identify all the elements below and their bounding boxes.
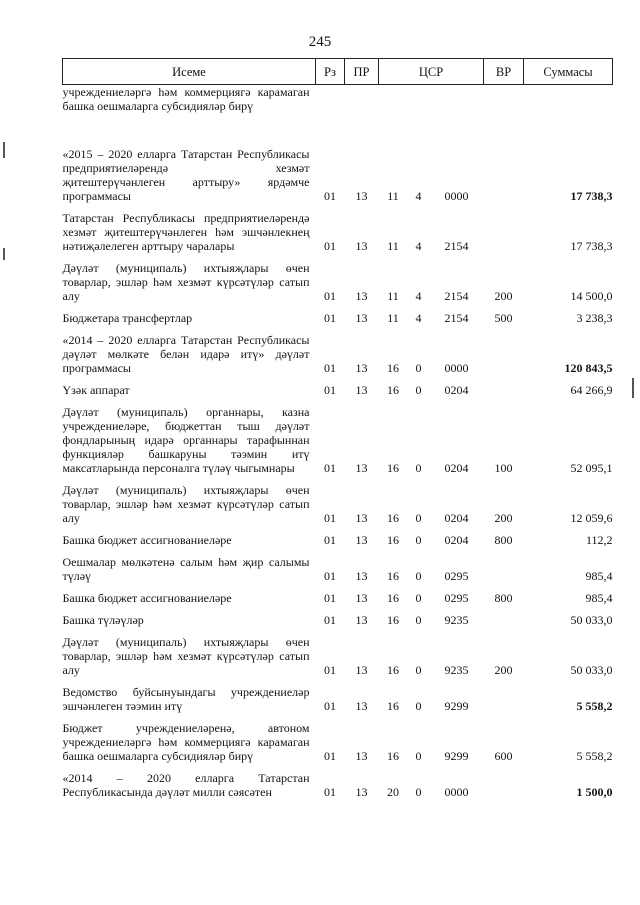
row-name-cell: «2014 – 2020 елларга Татарстан Республикасында дәүләт милли сәясәтен: [62, 771, 310, 799]
row-csr-code-cell: 2154: [444, 239, 469, 253]
row-rz-cell: 01: [324, 511, 336, 525]
table-row: [63, 583, 613, 605]
row-csr-program-cell: 16: [387, 569, 399, 583]
row-csr-program-cell: 16: [387, 663, 399, 677]
row-rz-cell: 01: [324, 591, 336, 605]
row-csr-code-cell: 0295: [444, 591, 469, 605]
row-pr-cell: 13: [355, 289, 368, 303]
row-rz-cell: 01: [324, 289, 336, 303]
row-vr-cell: [484, 375, 524, 397]
row-rz-cell: 01: [324, 663, 336, 677]
row-csr-subprogram-cell: 0: [415, 533, 422, 547]
row-vr-cell: [484, 325, 524, 375]
row-csr-code-cell: 0204: [444, 533, 469, 547]
row-vr-cell: 800: [494, 533, 513, 547]
row-amount-cell: 14 500,0: [570, 289, 613, 303]
row-amount-cell: 50 033,0: [570, 613, 613, 627]
table-row: [63, 375, 613, 397]
row-csr-subprogram-cell: 0: [415, 699, 422, 713]
header-rz: Рз: [316, 59, 345, 85]
row-name-cell: учреждениеләргә һәм коммерциягә карамаган башка оешмаларга субсидияләр бирү: [62, 85, 310, 113]
row-rz-cell: 01: [324, 569, 336, 583]
header-pr: ПР: [345, 59, 379, 85]
row-amount-cell: 50 033,0: [570, 663, 613, 677]
row-name-cell: Бюджет учреждениеләренә, автоном учреждениеләргә һәм коммерциягә карамаган башка оешмаларга субсидияләр бирү: [62, 721, 310, 763]
scan-edge-mark: [632, 378, 634, 398]
row-vr-cell: [484, 677, 524, 713]
row-name-cell: Башка түләүләр: [62, 613, 144, 627]
header-amount: Суммасы: [524, 59, 613, 85]
row-name-cell: Татарстан Республикасы предприятиеләрендә хезмәт җитештерүчәнлеген һәм эшчәнлекнең нәтиҗәлелеген арттыру чаралары: [62, 211, 310, 253]
row-amount-cell: 5 558,2: [576, 749, 613, 763]
row-amount-cell: 12 059,6: [570, 511, 613, 525]
row-csr-code-cell: [430, 85, 484, 114]
budget-table: [62, 58, 613, 799]
row-name-cell: Дәүләт (муниципаль) ихтыяҗлары өчен товарлар, эшләр һәм хезмәт күрсәтүләр сатып алу: [62, 635, 310, 677]
row-name-cell: «2015 – 2020 елларга Татарстан Республикасы предприятиеләрендә хезмәт җитештерүчәнлеген арттыру» ярдәмче программасы: [62, 147, 310, 203]
row-pr-cell: 13: [355, 361, 368, 375]
row-csr-code-cell: 2154: [444, 289, 469, 303]
row-name-cell: Башка бюджет ассигнованиеләре: [62, 591, 232, 605]
row-amount-cell: 64 266,9: [570, 383, 613, 397]
table-row: [63, 475, 613, 525]
row-pr-cell: 13: [355, 461, 368, 475]
table-row: [63, 713, 613, 763]
row-amount-cell: 17 738,3: [570, 189, 613, 203]
row-amount-cell: 112,2: [585, 533, 613, 547]
row-csr-program-cell: 16: [387, 699, 399, 713]
table-row: [63, 525, 613, 547]
row-rz-cell: 01: [324, 699, 336, 713]
table-row: [63, 253, 613, 303]
row-csr-program-cell: 11: [387, 189, 399, 203]
row-amount-cell: 5 558,2: [576, 699, 613, 713]
row-rz-cell: [316, 85, 345, 114]
row-csr-program-cell: 20: [387, 785, 399, 799]
table-row: [63, 547, 613, 583]
row-csr-subprogram-cell: 0: [415, 785, 422, 799]
row-pr-cell: 13: [355, 311, 368, 325]
table-row: [63, 85, 613, 114]
row-vr-cell: 600: [494, 749, 513, 763]
table-row: [63, 397, 613, 475]
row-vr-cell: 200: [494, 663, 513, 677]
row-csr-code-cell: 2154: [444, 311, 469, 325]
row-pr-cell: 13: [355, 749, 368, 763]
row-csr-code-cell: 9299: [444, 699, 469, 713]
row-csr-program-cell: [379, 85, 408, 114]
row-pr-cell: 13: [355, 189, 368, 203]
row-pr-cell: 13: [355, 699, 368, 713]
row-csr-code-cell: 9235: [444, 663, 469, 677]
row-pr-cell: 13: [355, 533, 368, 547]
table-row: [63, 677, 613, 713]
row-name-cell: Ведомство буйсынуындагы учреждениеләр эшчәнлеген тәэмин итү: [62, 685, 310, 713]
row-csr-program-cell: 16: [387, 461, 399, 475]
row-csr-subprogram-cell: 0: [415, 569, 422, 583]
table-body: [63, 85, 613, 800]
row-csr-code-cell: 0204: [444, 461, 469, 475]
row-rz-cell: 01: [324, 749, 336, 763]
header-vr: ВР: [484, 59, 524, 85]
row-rz-cell: 01: [324, 189, 336, 203]
row-name-cell: Дәүләт (муниципаль) органнары, казна учреждениеләре, бюджеттан тыш дәүләт фондларының идарә органнары тарафыннан функцияләр башкаруны тәэмин итү максатларында персоналга түләү чыгымнары: [62, 405, 310, 475]
row-vr-cell: [484, 85, 524, 114]
row-csr-subprogram-cell: 0: [415, 361, 422, 375]
row-csr-subprogram-cell: 4: [415, 289, 422, 303]
scan-edge-mark: [3, 248, 5, 260]
row-rz-cell: 01: [324, 785, 336, 799]
row-pr-cell: 13: [355, 239, 368, 253]
row-name-cell: Башка бюджет ассигнованиеләре: [62, 533, 232, 547]
row-csr-code-cell: 0295: [444, 569, 469, 583]
row-csr-subprogram-cell: 0: [415, 461, 422, 475]
row-name-cell: Бюджетара трансфертлар: [62, 311, 193, 325]
row-csr-program-cell: 16: [387, 361, 399, 375]
table-row: [63, 325, 613, 375]
row-vr-cell: 800: [494, 591, 513, 605]
row-name-cell: Оешмалар мөлкәтенә салым һәм җир салымы түләү: [62, 555, 310, 583]
row-csr-subprogram-cell: 4: [415, 311, 422, 325]
row-amount-cell: 1 500,0: [576, 785, 613, 799]
row-rz-cell: 01: [324, 613, 336, 627]
row-amount-cell: [524, 85, 613, 114]
row-csr-subprogram-cell: 0: [415, 613, 422, 627]
row-rz-cell: 01: [324, 533, 336, 547]
row-vr-cell: [484, 763, 524, 799]
row-rz-cell: 01: [324, 239, 336, 253]
row-csr-subprogram-cell: [408, 85, 430, 114]
row-amount-cell: 3 238,3: [576, 311, 613, 325]
row-amount-cell: 985,4: [585, 591, 613, 605]
row-csr-code-cell: 9235: [444, 613, 469, 627]
row-csr-program-cell: 11: [387, 239, 399, 253]
scan-edge-mark: [3, 142, 5, 158]
header-name: Исеме: [63, 59, 316, 85]
row-vr-cell: [484, 605, 524, 627]
row-csr-program-cell: 16: [387, 533, 399, 547]
row-vr-cell: [484, 547, 524, 583]
row-csr-subprogram-cell: 4: [415, 239, 422, 253]
row-vr-cell: 200: [494, 289, 513, 303]
row-amount-cell: 985,4: [585, 569, 613, 583]
row-amount-cell: 52 095,1: [570, 461, 613, 475]
row-pr-cell: 13: [355, 613, 368, 627]
row-csr-code-cell: 0000: [444, 189, 469, 203]
row-amount-cell: 120 843,5: [564, 361, 613, 375]
row-csr-code-cell: 0204: [444, 383, 469, 397]
page-number: 245: [308, 34, 332, 50]
row-vr-cell: 100: [494, 461, 513, 475]
row-csr-subprogram-cell: 0: [415, 511, 422, 525]
row-rz-cell: 01: [324, 383, 336, 397]
row-pr-cell: 13: [355, 785, 368, 799]
header-csr: ЦСР: [379, 59, 484, 85]
row-csr-program-cell: 11: [387, 311, 399, 325]
row-csr-subprogram-cell: 0: [415, 663, 422, 677]
row-pr-cell: [345, 85, 379, 114]
row-csr-program-cell: 16: [387, 383, 399, 397]
row-csr-subprogram-cell: 0: [415, 383, 422, 397]
row-csr-program-cell: 11: [387, 289, 399, 303]
row-pr-cell: 13: [355, 663, 368, 677]
table-row: [63, 113, 613, 203]
row-vr-cell: 200: [494, 511, 513, 525]
table-row: [63, 203, 613, 253]
table-header-row: [63, 59, 613, 85]
row-vr-cell: [484, 203, 524, 253]
row-rz-cell: 01: [324, 461, 336, 475]
row-pr-cell: 13: [355, 591, 368, 605]
row-csr-subprogram-cell: 4: [415, 189, 422, 203]
row-name-cell: «2014 – 2020 елларга Татарстан Республикасы дәүләт мөлкәте белән идарә итү» дәүләт программасы: [62, 333, 310, 375]
table-row: [63, 605, 613, 627]
row-pr-cell: 13: [355, 383, 368, 397]
row-csr-code-cell: 0000: [444, 785, 469, 799]
row-csr-program-cell: 16: [387, 591, 399, 605]
row-csr-subprogram-cell: 0: [415, 591, 422, 605]
row-name-cell: Дәүләт (муниципаль) ихтыяҗлары өчен товарлар, эшләр һәм хезмәт күрсәтүләр сатып алу: [62, 261, 310, 303]
row-amount-cell: 17 738,3: [570, 239, 613, 253]
row-csr-program-cell: 16: [387, 511, 399, 525]
row-rz-cell: 01: [324, 311, 336, 325]
row-rz-cell: 01: [324, 361, 336, 375]
row-csr-code-cell: 0204: [444, 511, 469, 525]
row-pr-cell: 13: [355, 511, 368, 525]
row-vr-cell: [484, 113, 524, 203]
row-csr-code-cell: 9299: [444, 749, 469, 763]
row-pr-cell: 13: [355, 569, 368, 583]
row-csr-program-cell: 16: [387, 613, 399, 627]
row-name-cell: Дәүләт (муниципаль) ихтыяҗлары өчен товарлар, эшләр һәм хезмәт күрсәтүләр сатып алу: [62, 483, 310, 525]
row-csr-subprogram-cell: 0: [415, 749, 422, 763]
row-csr-program-cell: 16: [387, 749, 399, 763]
row-name-cell: Үзәк аппарат: [62, 383, 130, 397]
table-row: [63, 303, 613, 325]
row-csr-code-cell: 0000: [444, 361, 469, 375]
table-row: [63, 763, 613, 799]
row-vr-cell: 500: [494, 311, 513, 325]
table-row: [63, 627, 613, 677]
